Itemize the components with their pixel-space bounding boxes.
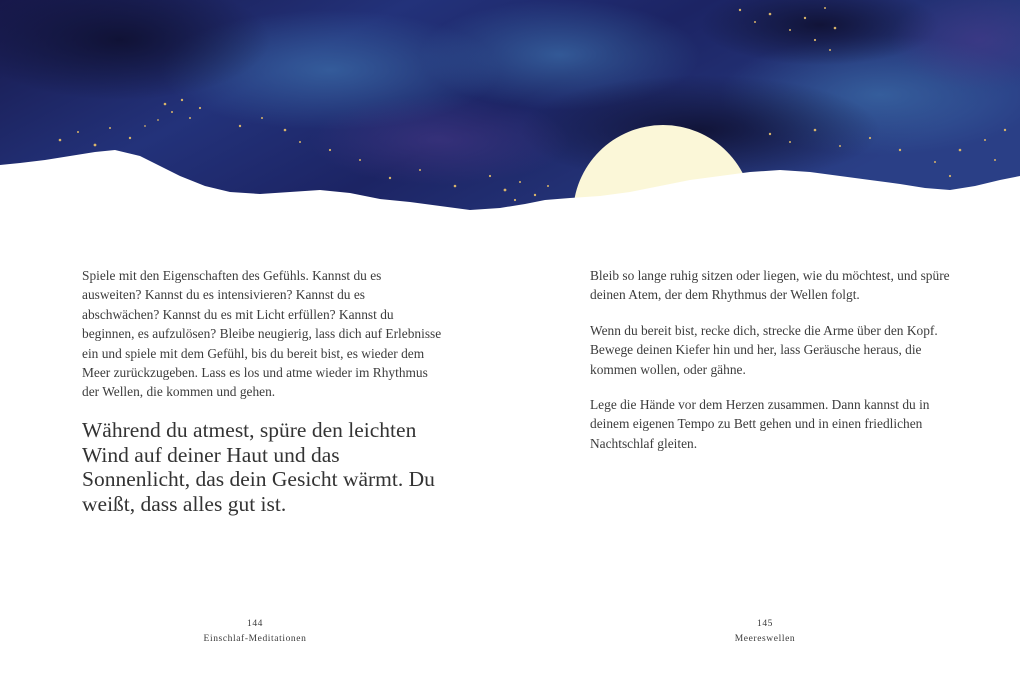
right-body-text [590, 266, 960, 469]
right-paragraph-2: Wenn du bereit bist, recke dich, strecke die Arme über den Kopf. Bewege deinen Kiefer hin und her, lass Geräusche heraus, die kommen wollen, oder gähne. [590, 322, 938, 377]
right-page [510, 0, 1020, 678]
pull-quote: Während du atmest, spüre den leichten Wind auf deiner Haut und das Sonnenlicht, das dein Gesicht wärmt. Du weißt, dass alles gut ist. [82, 418, 435, 516]
page-number-left: 144 [246, 619, 264, 629]
right-paragraph-1: Bleib so lange ruhig sitzen oder liegen, wie du möchtest, und spüre deinen Atem, der dem Rhythmus der Wellen folgt. [590, 268, 950, 303]
left-footer [155, 617, 355, 647]
running-footer-left: Einschlaf-Meditationen [203, 634, 307, 644]
right-paragraph-3: Lege die Hände vor dem Herzen zusammen. Dann kannst du in deinem eigenen Tempo zu Bett gehen und in einen friedlichen Nachtschlaf gleiten. [590, 397, 930, 451]
running-footer-right: Meereswellen [734, 634, 796, 644]
right-footer [665, 617, 865, 647]
left-paragraph: Spiele mit den Eigenschaften des Gefühls. Kannst du es ausweiten? Kannst du es intensivieren? Kannst du es abschwächen? Kannst du es mit Licht erfüllen? Kannst du beginnen, es aufzulösen? Bleibe neugierig, lass dich auf Erlebnisse ein und spiele mit dem Gefühl, bis du bereit bist, es wieder dem Meer zurückzugeben. Lass es los und atme wieder im Rhythmus der Wellen, die kommen und gehen. [82, 268, 442, 400]
left-body-text [82, 266, 442, 418]
page-number-right: 145 [756, 619, 774, 629]
